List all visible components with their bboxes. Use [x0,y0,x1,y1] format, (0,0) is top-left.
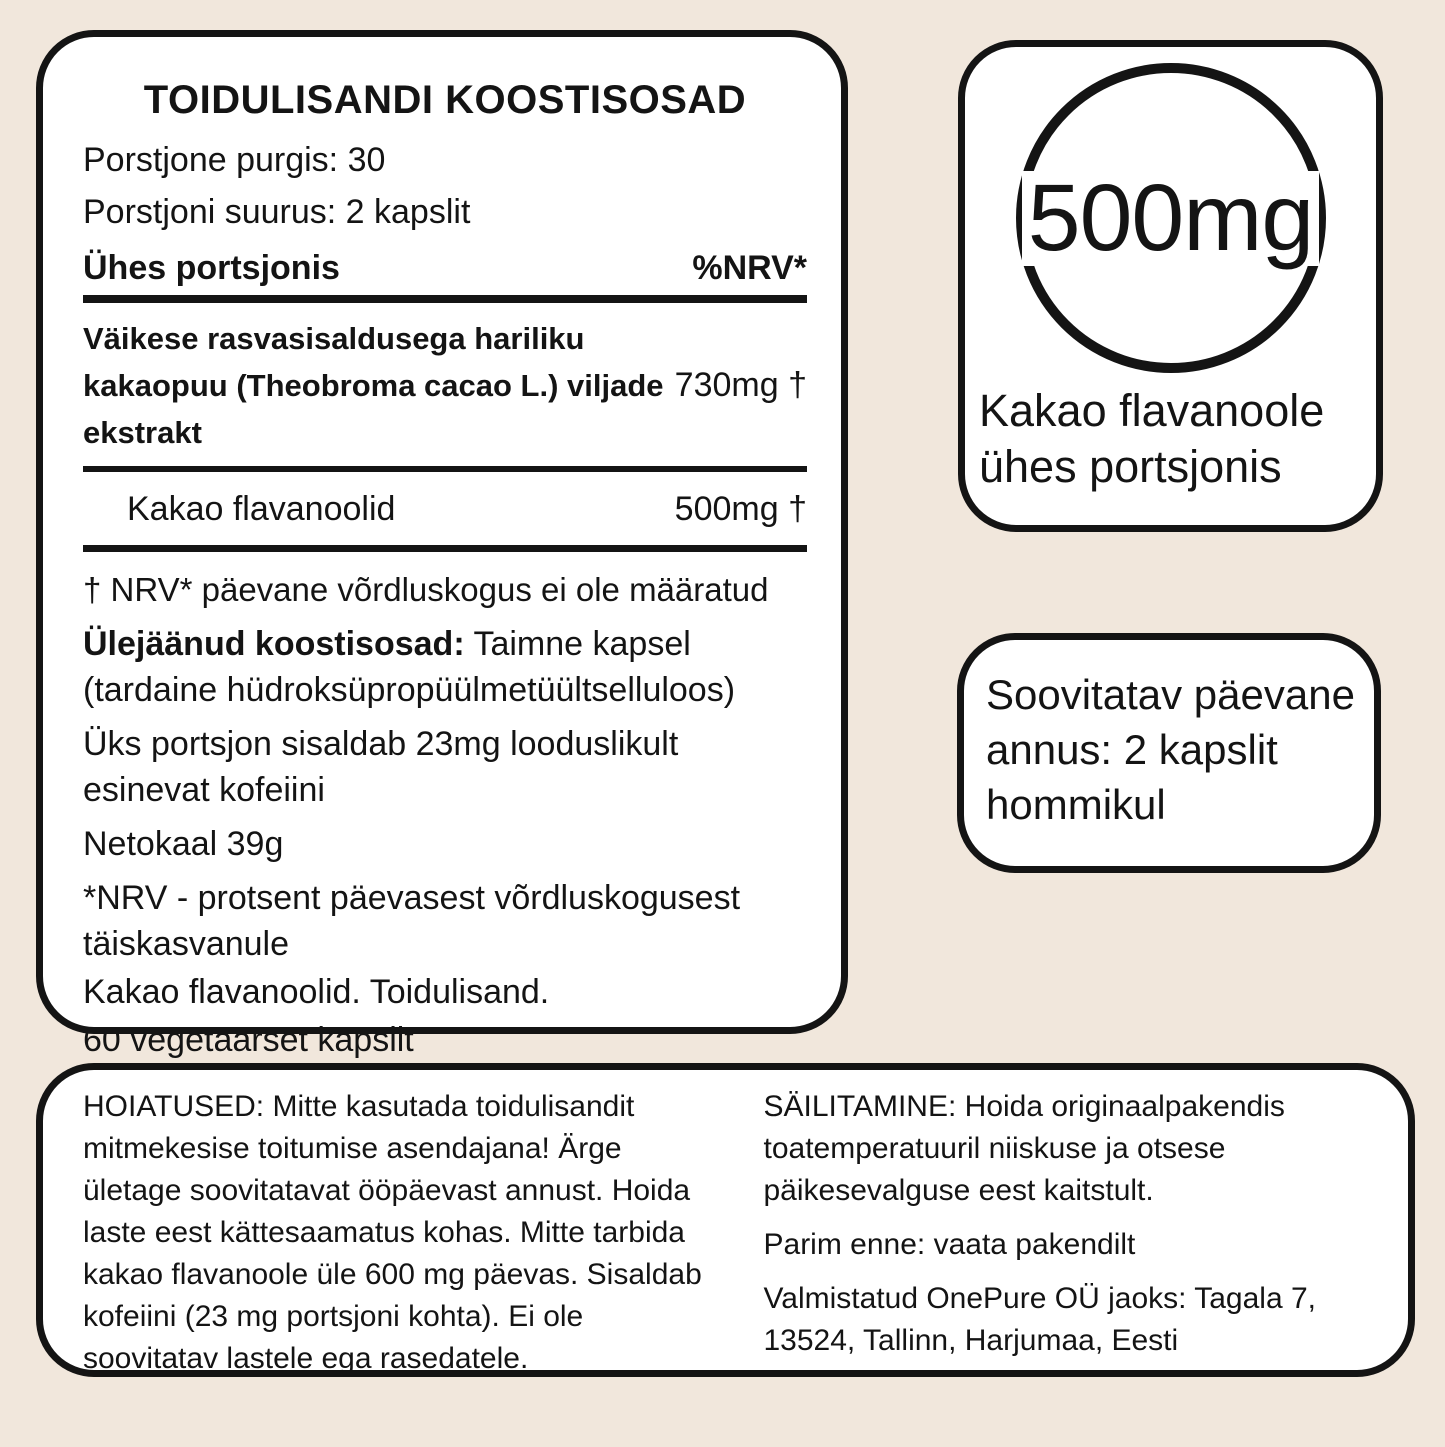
capsule-count: 60 vegetaarset kapslit [83,1021,414,1059]
ingredient-name: Kakao flavanoolid [127,490,396,528]
product-description: Kakao flavanoolid. Toidulisand. [83,973,550,1011]
table-row-cacao-extract [83,303,807,466]
dose-caption-line: Kakao flavanoole [979,385,1325,436]
other-ingredients [83,621,807,713]
ingredient-name: Väikese rasvasisaldusega hariliku kakaopuu (Theobroma cacao L.) viljade ekstrakt [83,321,664,450]
table-rule-bottom [83,545,807,552]
storage-column [764,1086,1385,1370]
ingredient-amount: 730mg † [674,366,807,404]
nrv-dagger-footnote: † NRV* päevane võrdluskogus ei ole määratud [83,571,769,608]
recommended-dose-panel [957,633,1381,873]
dose-badge-panel [958,40,1383,532]
dose-caption [965,383,1376,495]
dose-caption-line: ühes portsjonis [979,441,1282,492]
dose-circle [1016,63,1326,373]
other-ingredients-label: Ülejäänud koostisosad: [83,625,465,663]
recommended-dose-line: Soovitatav päevane [986,671,1355,718]
warnings-storage-panel [36,1063,1415,1377]
manufacturer-text: Valmistatud OnePure OÜ jaoks: Tagala 7, 13524, Tallinn, Harjumaa, Eesti [763,1282,1317,1357]
serving-size: Porstjoni suurus: 2 kapslit [83,193,471,231]
supplement-facts-panel [36,30,848,1059]
other-ingredients-text: Taimne kapsel (tardaine hüdroksüpropüülmetüültselluloos) [83,625,736,709]
table-row-cacao-flavanols [83,472,807,545]
supplement-facts-title: TOIDULISANDI KOOSTISOSAD [143,78,747,122]
recommended-dose-line: annus: 2 kapslit [986,726,1278,773]
caffeine-note: Üks portsjon sisaldab 23mg looduslikult esinevat kofeiini [83,725,679,809]
dose-amount: 500mg [1022,171,1319,266]
warnings-text: HOIATUSED: Mitte kasutada toidulisandit mitmekesise toitumise asendajana! Ärge ületage soovitatavat ööpäevast annust. Hoida laste eest kättesaamatus kohas. Mitte tarbida kakao flavanoole üle 600 mg päevas. Sisaldab kofeiini (23 mg portsjoni kohta). Ei ole soovitatav lastele ega rasedatele. [83,1090,702,1375]
servings-per-jar: Porstjone purgis: 30 [83,141,386,179]
best-before-text: Parim enne: vaata pakendilt [763,1228,1136,1261]
storage-text: SÄILITAMINE: Hoida originaalpakendis toatemperatuuril niiskuse ja otsese päikesevalguse eest kaitstult. [763,1090,1285,1207]
table-header-amount-per-serving: Ühes portsjonis [83,249,340,287]
table-header-row [83,245,807,291]
net-weight: Netokaal 39g [83,825,284,863]
table-rule-top [83,295,807,303]
warnings-column [83,1086,704,1375]
table-header-nrv: %NRV* [692,249,807,287]
ingredient-amount: 500mg † [674,490,807,528]
nrv-note: *NRV - protsent päevasest võrdluskogusest täiskasvanule [83,879,741,963]
recommended-dose-line: hommikul [986,781,1166,828]
